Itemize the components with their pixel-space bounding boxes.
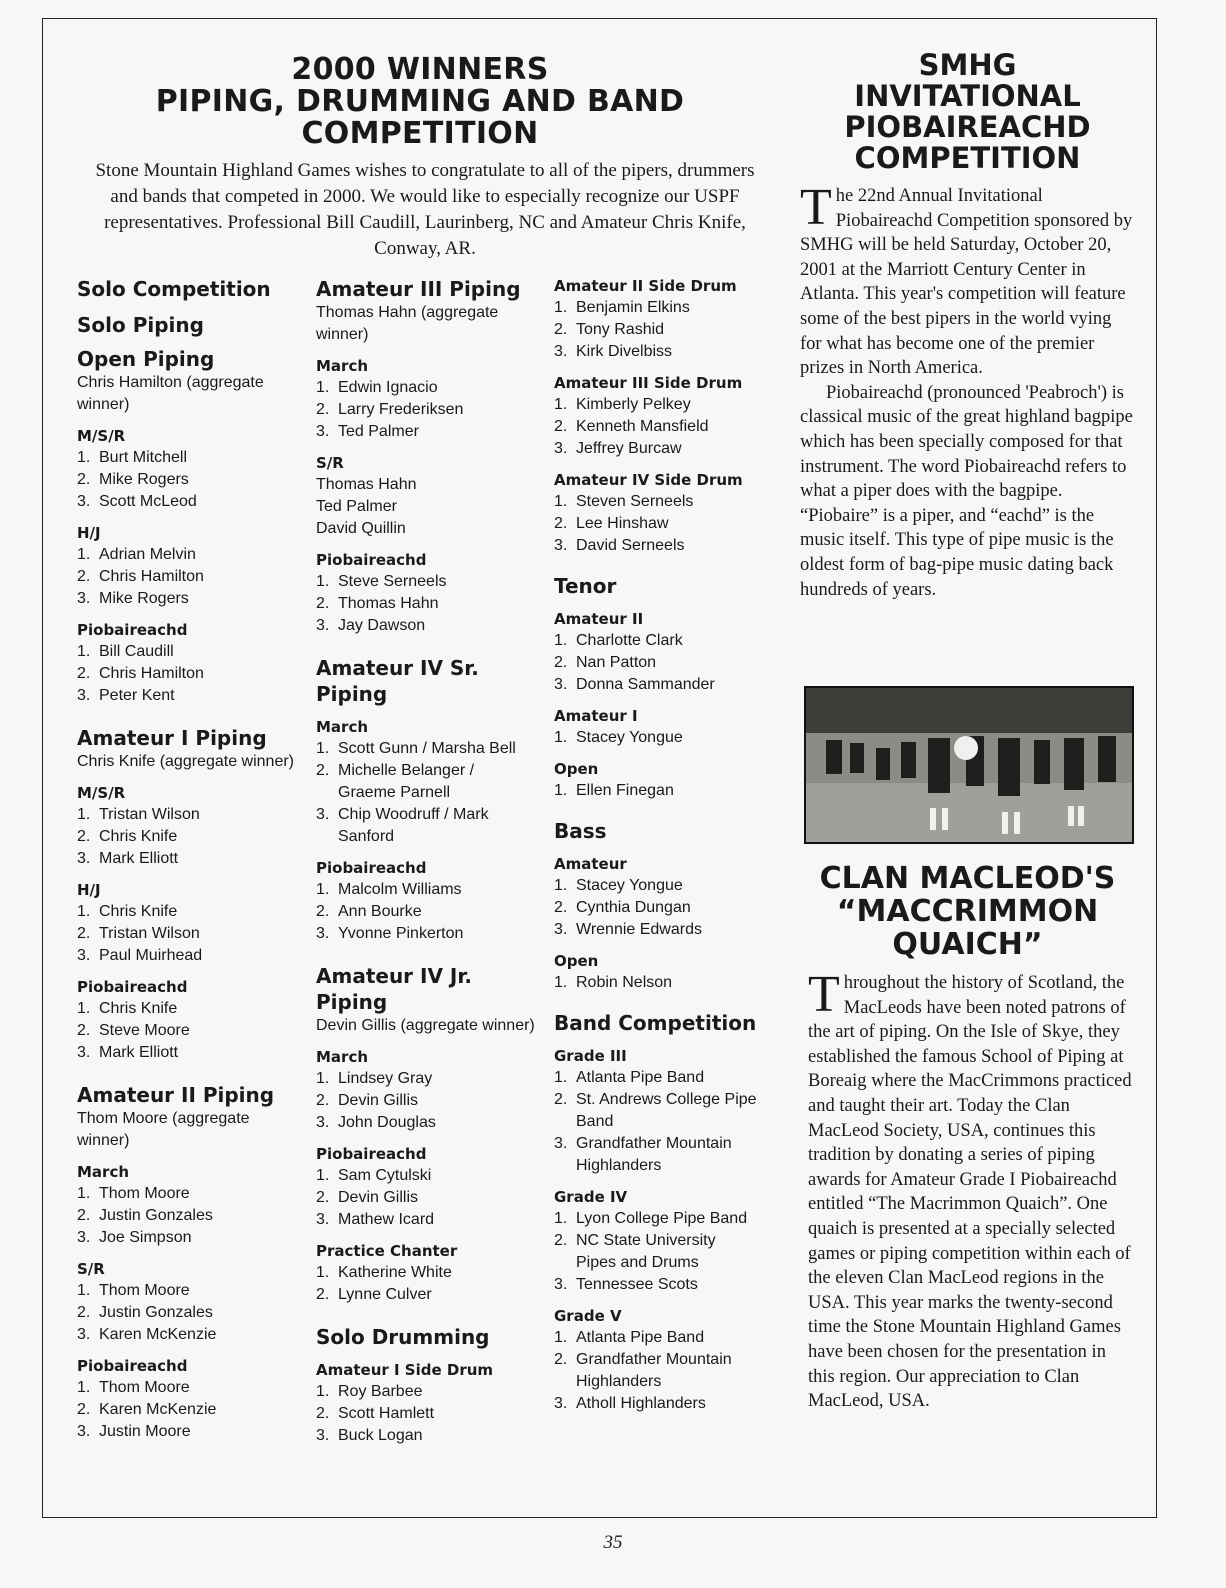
section-heading: Band Competition <box>554 1011 757 1035</box>
winner-entry: 3. Buck Logan <box>316 1427 423 1444</box>
section-heading: Tenor <box>554 574 617 598</box>
winners-list <box>77 1280 302 1346</box>
winner-entry: 3. Justin Moore <box>77 1423 191 1440</box>
winners-list <box>554 630 779 696</box>
winner-entry: 2. Chris Knife <box>77 828 178 845</box>
winner-entry: 2. Mike Rogers <box>77 471 189 488</box>
clan-macleod-article <box>800 862 1135 1414</box>
event-heading: Amateur II Side Drum <box>554 277 737 295</box>
winner-entry: 3. Peter Kent <box>77 687 175 704</box>
winner-entry: 2. Ann Bourke <box>316 903 422 920</box>
winner-entry: 3. Karen McKenzie <box>77 1326 217 1343</box>
winner-entry: 1. Kimberly Pelkey <box>554 396 691 413</box>
event-heading: Grade V <box>554 1307 622 1325</box>
event-heading: Piobaireachd <box>77 621 188 639</box>
winner-entry: 2. NC State University Pipes and Drums <box>554 1232 716 1271</box>
winner-entry: 3. Mark Elliott <box>77 850 179 867</box>
pipe-band-image <box>806 688 1134 844</box>
winner-entry: 1. Chris Knife <box>77 1000 178 1017</box>
winner-entry: 2. Tristan Wilson <box>77 925 200 942</box>
winner-entry: 2. St. Andrews College Pipe Band <box>554 1091 757 1130</box>
winner-entry: 1. Malcolm Williams <box>316 881 462 898</box>
aggregate-note: Devin Gillis (aggregate winner) <box>316 1017 535 1034</box>
winner-entry: 1. Burt Mitchell <box>77 449 188 466</box>
winner-entry: 1. Roy Barbee <box>316 1383 423 1400</box>
winners-list <box>554 394 779 460</box>
winner-entry: 1. Sam Cytulski <box>316 1167 432 1184</box>
winner-entry: 1. Katherine White <box>316 1264 452 1281</box>
winner-entry: 3. Mike Rogers <box>77 590 189 607</box>
winners-list <box>77 447 302 513</box>
section-heading: Amateur IV Jr. Piping <box>316 964 472 1014</box>
winners-list <box>77 641 302 707</box>
results-column-1 <box>77 276 302 1443</box>
event-heading: March <box>316 357 369 375</box>
winner-entry: 3. Grandfather Mountain Highlanders <box>554 1135 732 1174</box>
winner-entry: 3. Wrennie Edwards <box>554 921 702 938</box>
winner-entry: 3. David Serneels <box>554 537 685 554</box>
event-heading: Piobaireachd <box>77 978 188 996</box>
event-heading: Practice Chanter <box>316 1242 458 1260</box>
winner-entry: 1. Ellen Finegan <box>554 782 674 799</box>
intro-text: Stone Mountain Highland Games wishes to congratulate to all of the pipers, drummers and bands that competed in 2000. We would like to especially recognize our USPF representatives. Professional Bill Caudill, Laurinberg, NC and Amateur Chris Knife, Conway, AR. <box>95 160 755 259</box>
winners-list <box>77 901 302 967</box>
winner-entry: 2. Michelle Belanger / Graeme Parnell <box>316 762 475 801</box>
winner-entry: 1. Charlotte Clark <box>554 632 683 649</box>
event-heading: Piobaireachd <box>316 859 427 877</box>
winners-list <box>77 804 302 870</box>
winner-entry: 3. Atholl Highlanders <box>554 1395 706 1412</box>
winners-list <box>554 780 779 802</box>
winner-entry: 3. Ted Palmer <box>316 423 419 440</box>
winner-entry: 1. Thom Moore <box>77 1282 190 1299</box>
winner-entry: 2. Devin Gillis <box>316 1092 419 1109</box>
winners-list <box>554 727 779 749</box>
event-heading: H/J <box>77 524 101 542</box>
winner-entry: 2. Devin Gillis <box>316 1189 419 1206</box>
drop-cap: T <box>800 179 832 236</box>
winners-list <box>316 1068 541 1134</box>
event-heading: Amateur III Side Drum <box>554 374 743 392</box>
article-title: CLAN MACLEOD'S “MACCRIMMON QUAICH” <box>819 861 1116 962</box>
winner-entry: 2. Tony Rashid <box>554 321 665 338</box>
winner-entry: 3. Jeffrey Burcaw <box>554 440 682 457</box>
section-heading: Open Piping <box>77 347 215 371</box>
winner-entry: 1. Steve Serneels <box>316 573 447 590</box>
winner-entry: 2. Grandfather Mountain Highlanders <box>554 1351 732 1390</box>
article-paragraph: Piobaireachd (pronounced 'Peabroch') is classical music of the great highland bagpipe which has been specially composed for that instrument. The word Piobaireachd refers to what a piper does with the bagpipe. “Piobaire” is a piper, and “eachd” is the music itself. This type of pipe music is the oldest form of bag-pipe music dating back hundreds of years. <box>800 382 1133 600</box>
winner-entry: 3. Mathew Icard <box>316 1211 435 1228</box>
article-title: SMHG INVITATIONAL PIOBAIREACHD COMPETITION <box>844 48 1091 175</box>
winner-entry: 3. Scott McLeod <box>77 493 197 510</box>
winners-list <box>316 738 516 848</box>
event-heading: March <box>316 718 369 736</box>
winner-entry: 1. Thom Moore <box>77 1185 190 1202</box>
winner-entry: 1. Tristan Wilson <box>77 806 200 823</box>
winners-list <box>554 1208 759 1296</box>
winner-entry: 2. Justin Gonzales <box>77 1304 213 1321</box>
event-heading: S/R <box>77 1260 105 1278</box>
event-heading: Amateur I <box>554 707 638 725</box>
winners-list <box>316 571 541 637</box>
winner-entry: 2. Lynne Culver <box>316 1286 432 1303</box>
winners-list <box>316 1262 541 1306</box>
winner-entry: 1. Stacey Yongue <box>554 877 683 894</box>
smhg-article <box>800 50 1135 602</box>
winner-entry: 3. Jay Dawson <box>316 617 426 634</box>
event-heading: M/S/R <box>77 784 126 802</box>
names-block: Thomas Hahn Ted Palmer David Quillin <box>316 476 417 537</box>
pipe-band-photo <box>804 686 1134 844</box>
section-heading: Solo Drumming <box>316 1325 490 1349</box>
winners-list <box>316 1381 541 1447</box>
event-heading: Grade IV <box>554 1188 628 1206</box>
winner-entry: 1. Lindsey Gray <box>316 1070 433 1087</box>
event-heading: Piobaireachd <box>77 1357 188 1375</box>
winner-entry: 3. Joe Simpson <box>77 1229 192 1246</box>
winner-entry: 1. Atlanta Pipe Band <box>554 1069 705 1086</box>
winner-entry: 1. Lyon College Pipe Band <box>554 1210 748 1227</box>
winner-entry: 2. Lee Hinshaw <box>554 515 669 532</box>
winner-entry: 3. Tennessee Scots <box>554 1276 698 1293</box>
winners-list <box>77 1377 302 1443</box>
event-heading: Grade III <box>554 1047 627 1065</box>
winner-entry: 1. Adrian Melvin <box>77 546 196 563</box>
aggregate-note: Chris Knife (aggregate winner) <box>77 753 294 770</box>
section-heading: Amateur II Piping <box>77 1083 275 1107</box>
winner-entry: 3. Paul Muirhead <box>77 947 203 964</box>
event-heading: S/R <box>316 454 344 472</box>
winners-list <box>554 972 779 994</box>
winner-entry: 1. Stacey Yongue <box>554 729 683 746</box>
winner-entry: 1. Steven Serneels <box>554 493 694 510</box>
winners-list <box>77 998 302 1064</box>
winner-entry: 1. Chris Knife <box>77 903 178 920</box>
winner-entry: 3. Chip Woodruff / Mark Sanford <box>316 806 489 845</box>
winner-entry: 2. Kenneth Mansfield <box>554 418 709 435</box>
winner-entry: 1. Edwin Ignacio <box>316 379 438 396</box>
article-paragraph: Throughout the history of Scotland, the MacLeods have been noted patrons of the art of piping. On the Isle of Skye, they established the famous School of Piping at Boreaig where the MacCrimmons practiced and taught their art. Today the Clan MacLeod Society, USA, continues this tradition by donating a series of piping awards for Amateur Grade I Piobaireachd entitled “The Macrimmon Quaich”. One quaich is presented at a specially selected games or piping competition within each of the eleven Clan MacLeod regions in the USA. This year marks the twenty-second time the Stone Mountain Highland Games have been chosen for the presentation in this region. Our appreciation to Clan MacLeod, USA. <box>808 966 1132 1412</box>
winner-entry: 2. Nan Patton <box>554 654 657 671</box>
winners-list <box>316 879 541 945</box>
results-column-2 <box>316 276 541 1447</box>
article-paragraph: The 22nd Annual Invitational Piobaireachd Competition sponsored by SMHG will be held Saturday, October 20, 2001 at the Marriott Century Center in Atlanta. This year's competition will feature some of the best pipers in the world vying for what has become one of the premier prizes in North America. <box>800 179 1133 379</box>
aggregate-note: Chris Hamilton (aggregate winner) <box>77 374 264 413</box>
winners-list <box>77 1183 302 1249</box>
section-heading: Amateur I Piping <box>77 726 267 750</box>
results-column-3 <box>554 276 779 1415</box>
event-heading: Amateur I Side Drum <box>316 1361 494 1379</box>
winner-entry: 3. Kirk Divelbiss <box>554 343 673 360</box>
winners-list <box>316 377 541 443</box>
event-heading: Piobaireachd <box>316 1145 427 1163</box>
winner-entry: 1. Scott Gunn / Marsha Bell <box>316 740 516 757</box>
winners-list <box>554 1067 759 1177</box>
winner-entry: 1. Thom Moore <box>77 1379 190 1396</box>
winner-entry: 2. Cynthia Dungan <box>554 899 691 916</box>
event-heading: March <box>77 1163 130 1181</box>
winners-list <box>77 544 302 610</box>
winner-entry: 2. Karen McKenzie <box>77 1401 217 1418</box>
event-heading: Open <box>554 760 599 778</box>
winner-entry: 2. Chris Hamilton <box>77 568 204 585</box>
winner-entry: 1. Bill Caudill <box>77 643 174 660</box>
winner-entry: 2. Steve Moore <box>77 1022 190 1039</box>
winners-list <box>554 297 779 363</box>
event-heading: Piobaireachd <box>316 551 427 569</box>
winner-entry: 2. Chris Hamilton <box>77 665 204 682</box>
winner-entry: 2. Scott Hamlett <box>316 1405 435 1422</box>
event-heading: M/S/R <box>77 427 126 445</box>
winner-entry: 3. Donna Sammander <box>554 676 715 693</box>
winners-list <box>554 1327 759 1415</box>
aggregate-note: Thom Moore (aggregate winner) <box>77 1110 250 1149</box>
winner-entry: 1. Robin Nelson <box>554 974 673 991</box>
event-heading: March <box>316 1048 369 1066</box>
winner-entry: 2. Justin Gonzales <box>77 1207 213 1224</box>
winner-entry: 2. Larry Frederiksen <box>316 401 464 418</box>
winner-entry: 1. Atlanta Pipe Band <box>554 1329 705 1346</box>
event-heading: Amateur <box>554 855 627 873</box>
winners-list <box>554 875 779 941</box>
section-heading: Amateur III Piping <box>316 277 521 301</box>
event-heading: Amateur II <box>554 610 644 628</box>
event-heading: H/J <box>77 881 101 899</box>
winner-entry: 1. Benjamin Elkins <box>554 299 690 316</box>
page-title: 2000 WINNERS PIPING, DRUMMING AND BAND COMPETITION <box>155 52 685 151</box>
event-heading: Open <box>554 952 599 970</box>
aggregate-note: Thomas Hahn (aggregate winner) <box>316 304 499 343</box>
section-heading: Solo Piping <box>77 313 204 337</box>
section-heading: Solo Competition <box>77 277 271 301</box>
winner-entry: 3. Mark Elliott <box>77 1044 179 1061</box>
winner-entry: 3. Yvonne Pinkerton <box>316 925 464 942</box>
event-heading: Amateur IV Side Drum <box>554 471 743 489</box>
winners-list <box>554 491 779 557</box>
page-number: 35 <box>603 1532 623 1553</box>
winner-entry: 2. Thomas Hahn <box>316 595 439 612</box>
section-heading: Amateur IV Sr. Piping <box>316 656 479 706</box>
winner-entry: 3. John Douglas <box>316 1114 436 1131</box>
section-heading: Bass <box>554 819 607 843</box>
drop-cap: T <box>808 966 840 1023</box>
winners-list <box>316 1165 541 1231</box>
